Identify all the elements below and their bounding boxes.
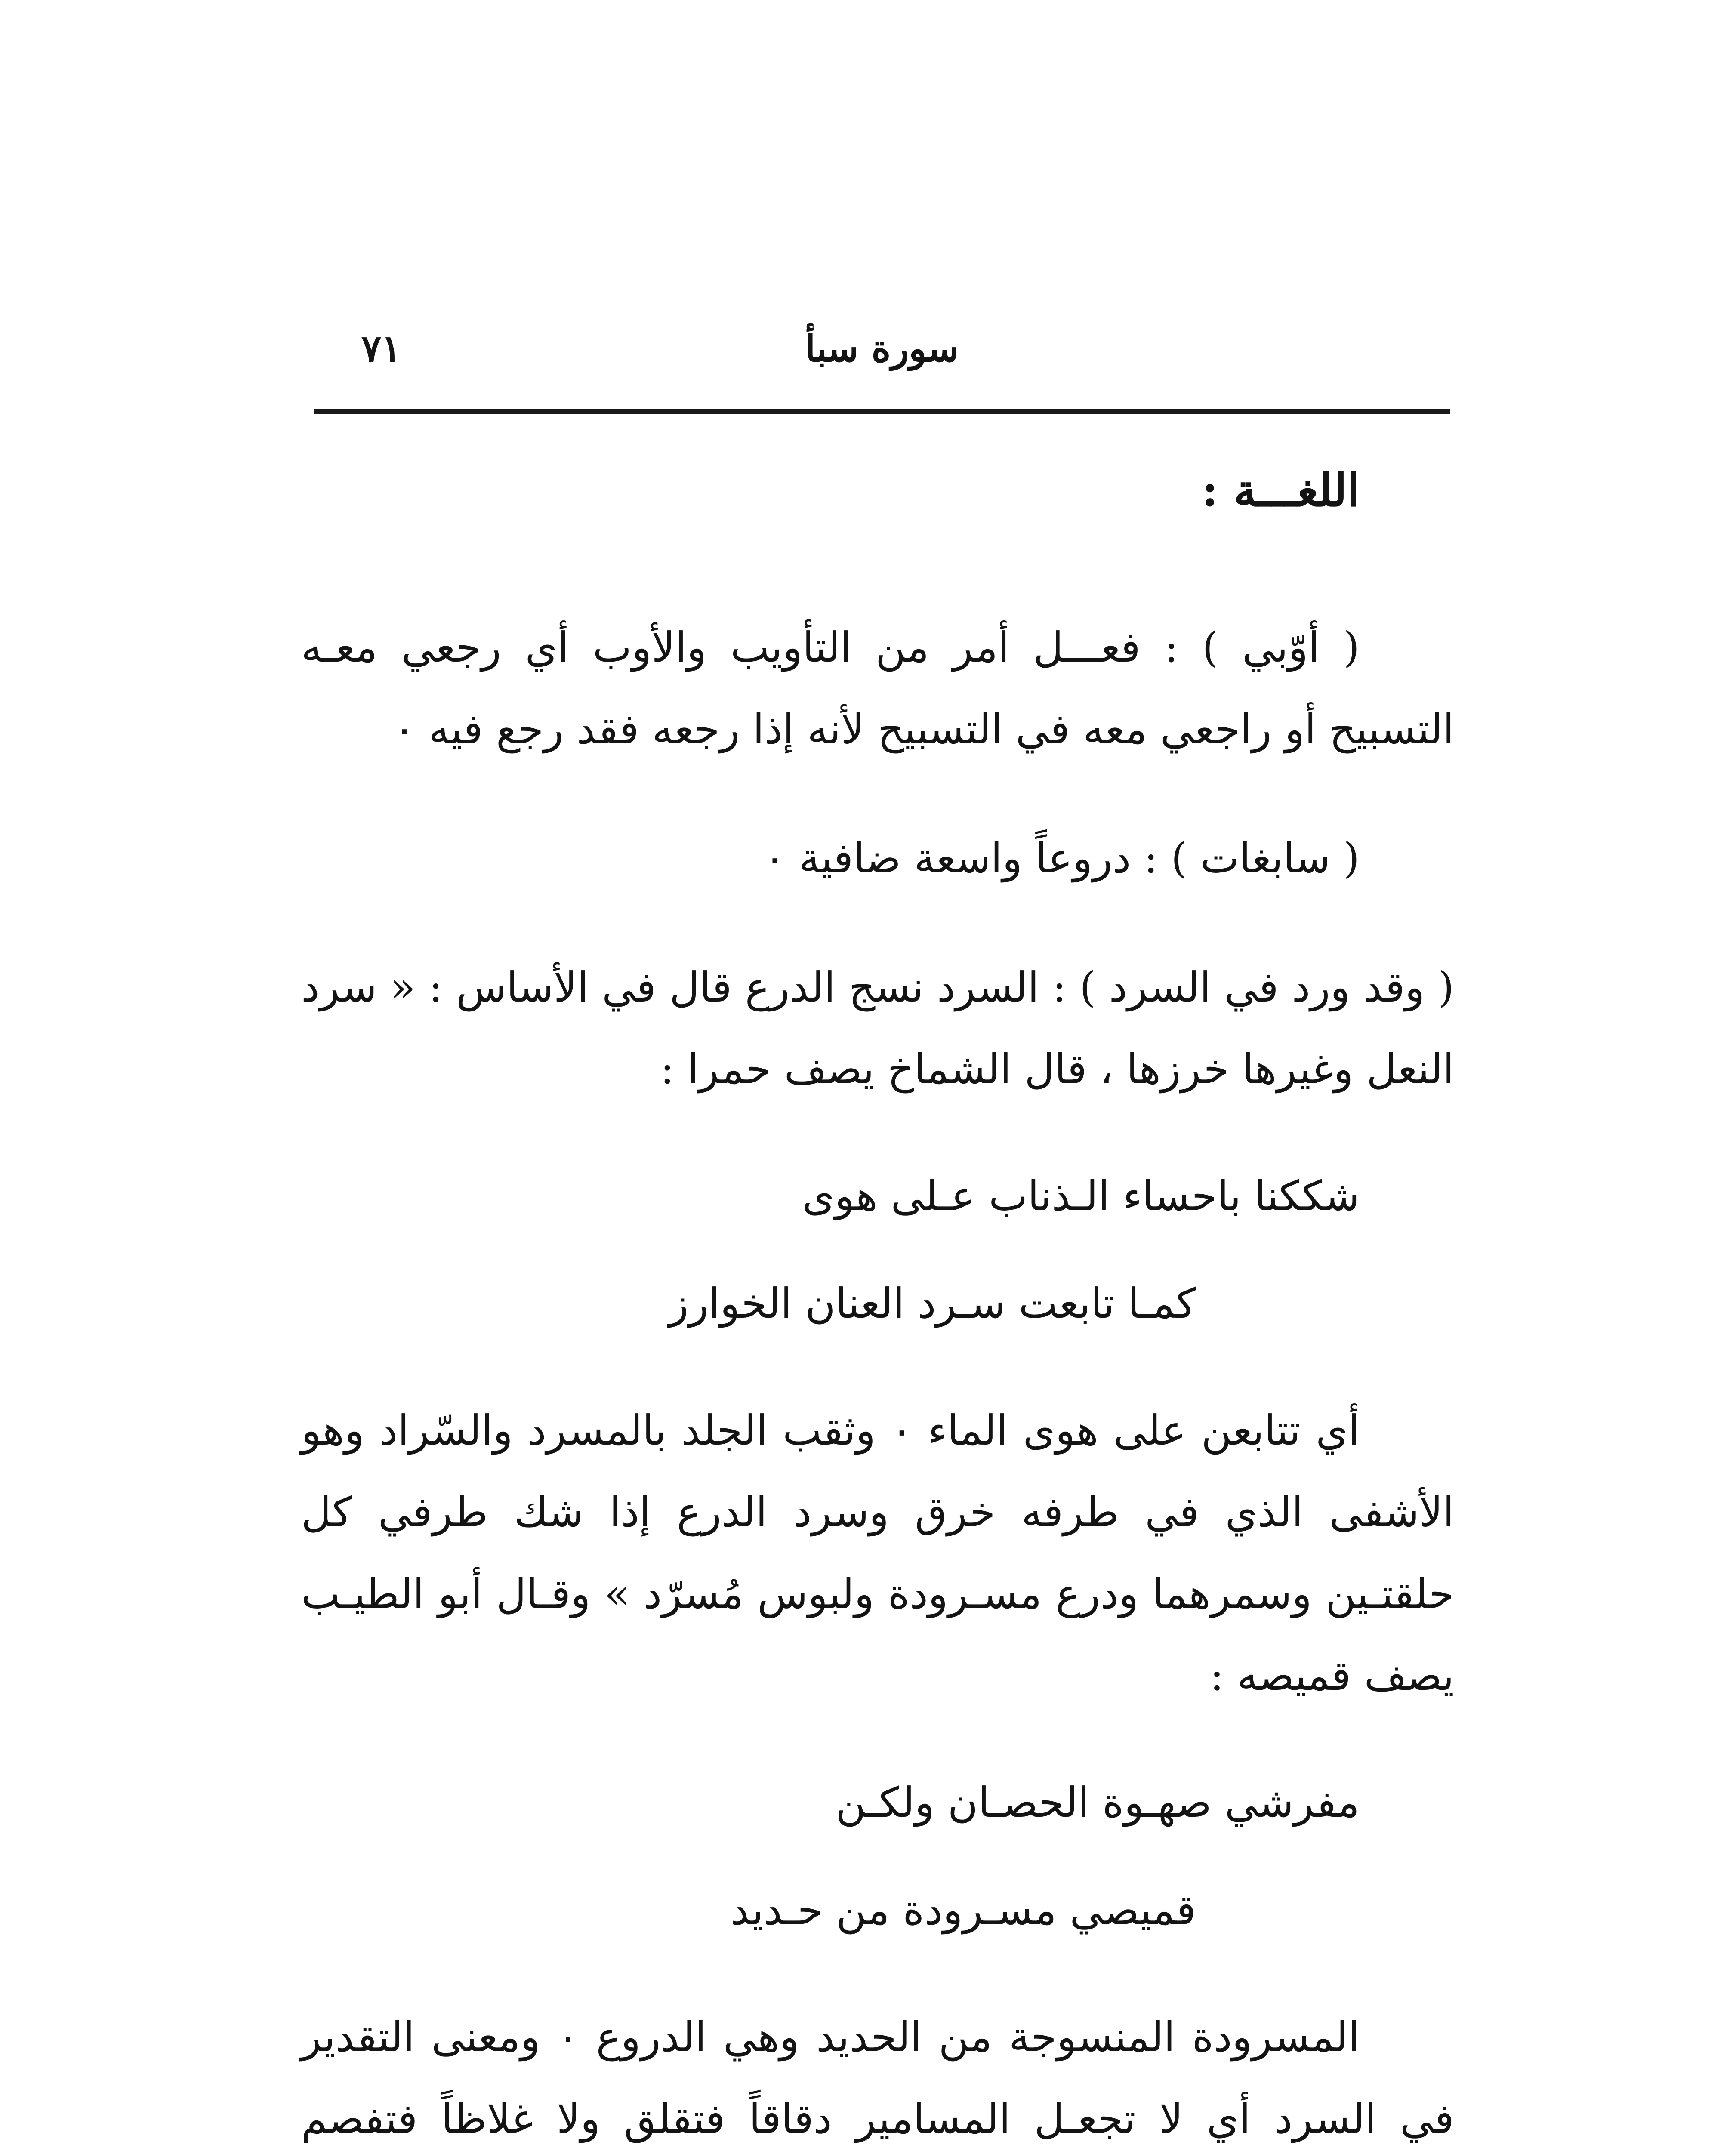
verse-line-second: قميصي مسـرودة من حـديد <box>730 1886 1196 1934</box>
paragraph-sard <box>301 946 1454 1110</box>
paragraph-text: أي تتابعن على هوى الماء ٠ وثقب الجلد بالمسرد والسّراد وهو الأشفى الذي في طرفه خرق وسرد الدرع إذا شك طرفي كل حلقتـين وسمرهما ودرع مسـرودة ولبوس مُسرّد » وقـال أبو الطيـب يصف قميصه : <box>301 1406 1455 1700</box>
verse-shammakh <box>301 1157 1454 1342</box>
verse-abu-tayyib <box>301 1764 1454 1949</box>
paragraph-tatabaan <box>301 1390 1454 1716</box>
verse-line-first: شككنا باحساء الـذناب عـلى هوى <box>802 1172 1360 1220</box>
page-body <box>301 452 1454 2151</box>
paragraph-text: ( أوّبي ) : فعـــل أمر من التأويب والأوب أي رجعي معـه التسبيح أو راجعي معه في التسبيح لأنه إذا رجعه فقد رجع فيه ٠ <box>301 623 1454 753</box>
paragraph-text: ( سابغات ) : دروعاً واسعة ضافية ٠ <box>763 834 1360 882</box>
page-number: ٧١ <box>361 327 401 370</box>
verse-line-second: كمـا تابعت سـرد العنان الخوارز <box>668 1279 1196 1328</box>
running-title: سورة سبأ <box>805 327 959 370</box>
paragraph-text: المسرودة المنسوجة من الحديد وهي الدروع ٠ ومعنى التقدير في السرد أي لا تجعـل المسامير دقاقاً فتقلق ولا غلاظاً فتفصم <box>301 2013 1454 2143</box>
paragraph-text: ( وقد ورد في السرد ) : السرد نسج الدرع قال في الأساس : « سرد النعل وغيرها خرزها ، قال الشماخ يصف حمرا : <box>301 963 1454 1093</box>
paragraph-awwibi <box>301 607 1454 770</box>
paragraph-masruda <box>301 1996 1454 2151</box>
verse-line-first: مفرشي صهـوة الحصـان ولكـن <box>836 1778 1360 1827</box>
paragraph-sabighat <box>301 817 1454 899</box>
section-heading: اللغـــة : <box>1202 464 1360 517</box>
page-header <box>314 327 1450 391</box>
header-rule <box>314 409 1450 414</box>
